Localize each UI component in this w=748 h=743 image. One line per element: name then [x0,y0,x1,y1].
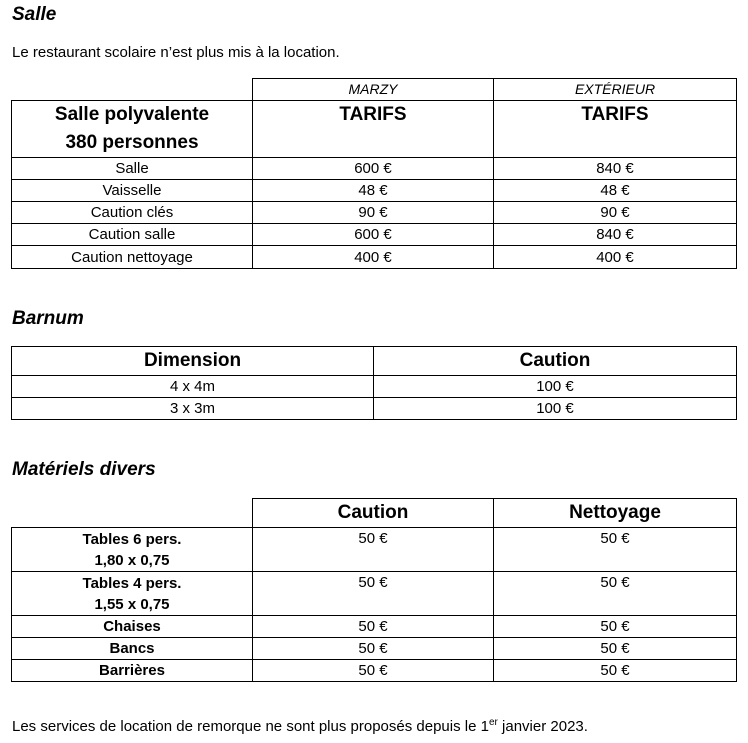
footer-text-after: janvier 2023. [497,718,588,735]
table-row [12,638,737,660]
materiels-empty-corner [12,499,253,528]
row-marzy: 600 € [253,158,494,180]
barnum-dimension: 3 x 3m [12,398,374,420]
barnum-caution: 100 € [374,376,737,398]
item-nettoyage: 50 € [494,572,737,616]
row-marzy: 90 € [253,202,494,224]
materiels-header-caution: Caution [253,499,494,528]
table-row [12,398,737,420]
row-exterieur: 90 € [494,202,737,224]
item-label: Chaises [12,616,253,638]
col-exterieur: EXTÉRIEUR [494,79,737,101]
col-marzy: MARZY [253,79,494,101]
item-label: Barrières [12,660,253,682]
row-marzy: 48 € [253,180,494,202]
row-exterieur: 400 € [494,246,737,269]
table-row [12,528,737,572]
hall-capacity: 380 personnes [65,132,199,153]
item-caution: 50 € [253,616,494,638]
row-label: Salle [12,158,253,180]
salle-table [11,78,737,269]
barnum-table [11,346,737,420]
item-label [12,528,253,572]
table-row [12,660,737,682]
footer-superscript: er [488,717,498,728]
table-row [12,202,737,224]
barnum-caution: 100 € [374,398,737,420]
table-row [12,180,737,202]
item-nettoyage: 50 € [494,638,737,660]
row-label: Caution clés [12,202,253,224]
item-nettoyage: 50 € [494,660,737,682]
item-nettoyage: 50 € [494,616,737,638]
table-row [12,224,737,246]
row-label: Caution nettoyage [12,246,253,269]
row-label: Caution salle [12,224,253,246]
item-label: Bancs [12,638,253,660]
item-name: Tables 4 pers. [82,574,182,592]
hall-name: Salle polyvalente [54,104,210,125]
salle-empty-corner [12,79,253,101]
table-row [12,616,737,638]
materiels-header-nettoyage: Nettoyage [494,499,737,528]
footer-note [12,718,588,735]
barnum-dimension: 4 x 4m [12,376,374,398]
item-caution: 50 € [253,572,494,616]
barnum-header-dimension: Dimension [12,347,374,376]
item-size: 1,80 x 0,75 [94,551,170,569]
barnum-header-caution: Caution [374,347,737,376]
row-exterieur: 48 € [494,180,737,202]
item-caution: 50 € [253,638,494,660]
table-row [12,246,737,269]
salle-heading: Salle [12,4,57,25]
materiels-table [11,498,737,682]
row-exterieur: 840 € [494,224,737,246]
table-row [12,158,737,180]
row-marzy: 400 € [253,246,494,269]
item-size: 1,55 x 0,75 [94,595,170,613]
item-caution: 50 € [253,660,494,682]
footer-text-before: Les services de location de remorque ne sont plus proposés depuis le 1 [12,718,489,735]
item-nettoyage: 50 € [494,528,737,572]
hall-header [12,101,253,158]
item-name: Tables 6 pers. [82,530,182,548]
tarifs-exterieur: TARIFS [494,101,737,158]
row-label: Vaisselle [12,180,253,202]
item-caution: 50 € [253,528,494,572]
item-label [12,572,253,616]
table-row [12,572,737,616]
tarifs-marzy: TARIFS [253,101,494,158]
barnum-heading: Barnum [12,308,84,329]
row-marzy: 600 € [253,224,494,246]
salle-note: Le restaurant scolaire n’est plus mis à la location. [12,44,340,61]
table-row [12,376,737,398]
materiels-heading: Matériels divers [12,459,156,480]
row-exterieur: 840 € [494,158,737,180]
